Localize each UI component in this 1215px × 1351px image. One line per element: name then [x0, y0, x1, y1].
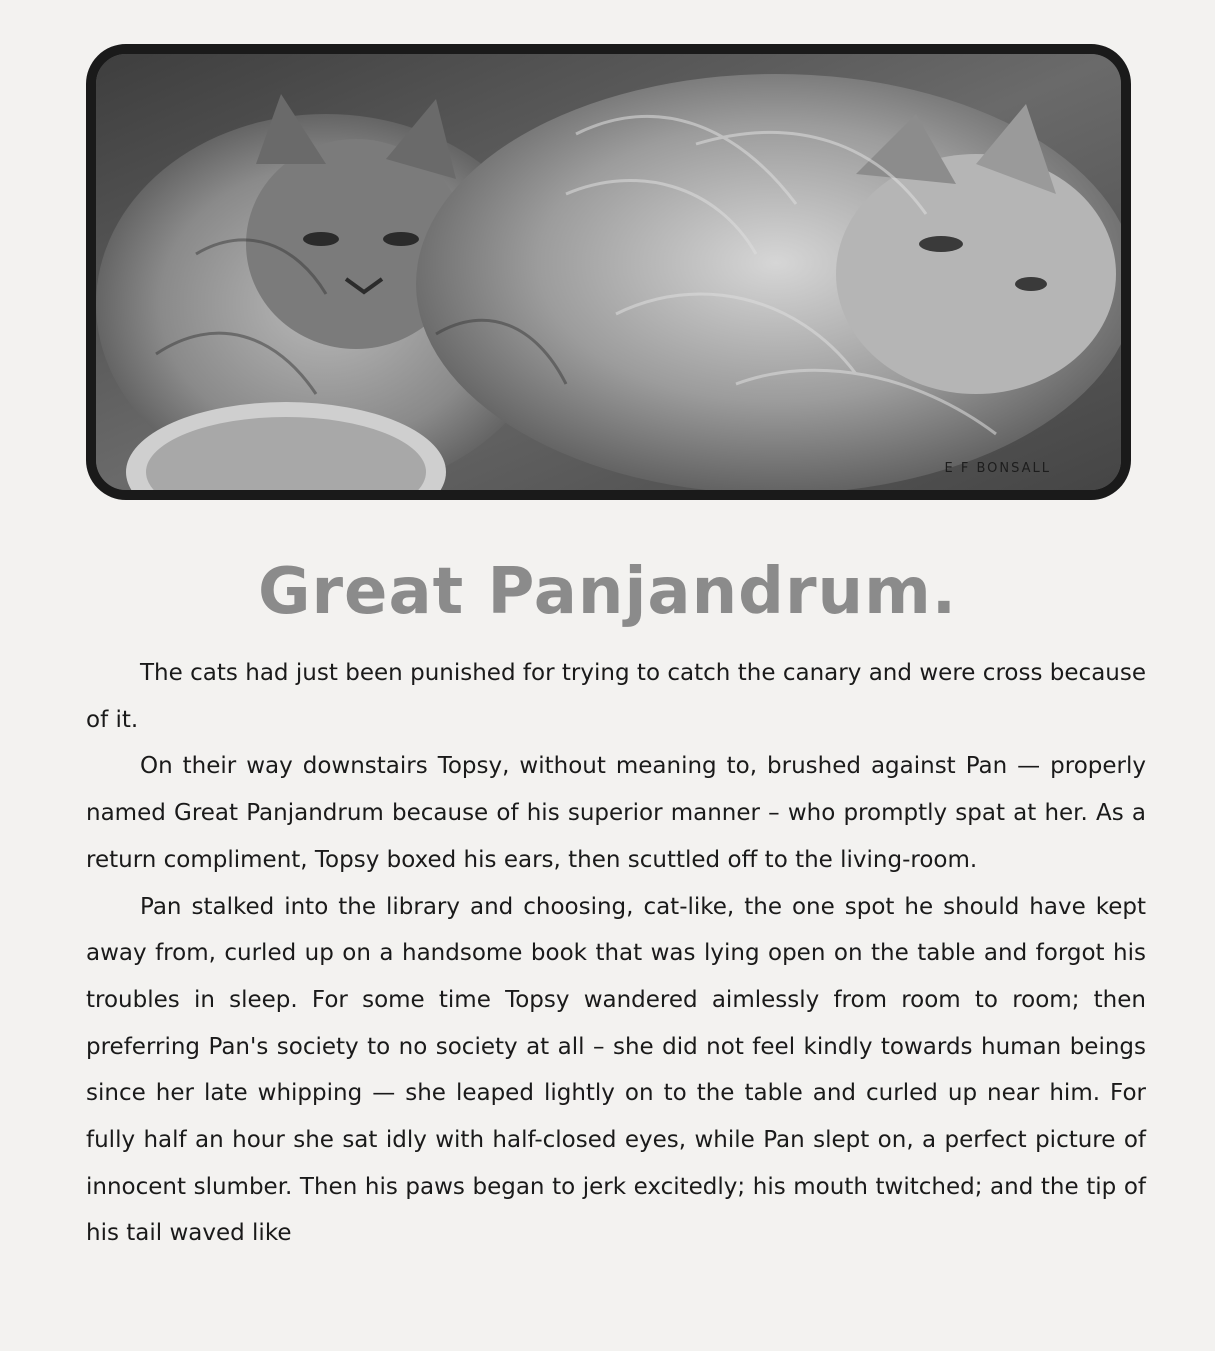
- page-title: Great Panjandrum.: [257, 555, 958, 629]
- paragraph-3: Pan stalked into the library and choosing, cat-like, the one spot he should have kept away from, curled up on a handsome book that was lying open on the table and forgot his troubles in sleep. For some time Topsy wandered aimlessly from room to room; then preferring Pan's society to no society at all – she did not feel kindly towards human beings since her late whipping — she leaped lightly on to the table and curled up near him. For fully half an hour she sat idly with half-closed eyes, while Pan slept on, a perfect picture of innocent slumber. Then his paws began to jerk excitedly; his mouth twitched; and the tip of his tail waved like: [86, 893, 1146, 1247]
- story-text: [86, 650, 1146, 1257]
- paragraph-2: On their way downstairs Topsy, without meaning to, brushed against Pan — properly named Great Panjandrum because of his superior manner – who promptly spat at her. As a return compliment, Topsy boxed his ears, then scuttled off to the living-room.: [86, 753, 1146, 873]
- cat-illustration: [86, 44, 1131, 500]
- artist-signature: E F BONSALL: [944, 461, 1051, 476]
- two-cats-icon: [96, 54, 1121, 490]
- paragraph-1: The cats had just been punished for trying to catch the canary and were cross because of it.: [86, 660, 1146, 733]
